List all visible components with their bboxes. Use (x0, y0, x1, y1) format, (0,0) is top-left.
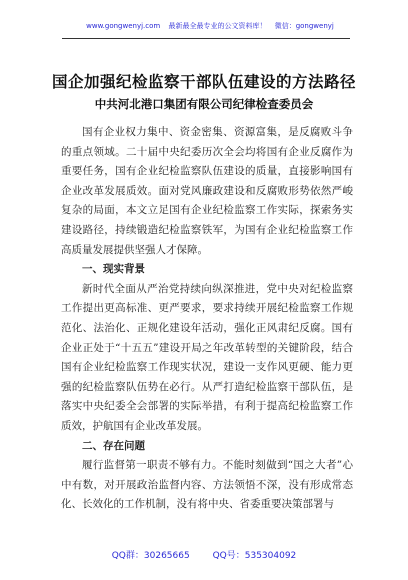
intro-paragraph: 国有企业权力集中、资金密集、资源富集，是反腐败斗争的重点领域。二十届中央纪委历次全会均将国有企业反腐作为重要任务，国有企业纪检监察队伍建设的质量，直接影响国有企业改革发展质效。面对党风廉政建设和反腐败形势依然严峻复杂的局面，本文立足国有企业纪检监察工作实际，探索务实建设路径，持续锻造纪检监察铁军，为国有企业纪检监察工作高质量发展提供坚强人才保障。 (61, 126, 353, 256)
site-header (60, 21, 360, 31)
problems-paragraph: 履行监督第一职责不够有力。不能时刻做到“国之大者”心中有数，对开展政治监督内容、方法领悟不深，没有形成常态化、长效化的工作机制，没有将中央、省委重要决策部署与 (61, 459, 353, 511)
header-divider (62, 38, 350, 39)
background-paragraph: 新时代全面从严治党持续向纵深推进，党中央对纪检监察工作提出更高标准、更严要求，要求持续开展纪检监察工作规范化、法治化、正规化建设年活动，强化正风肃纪反腐。国有企业正处于“十五五”建设开局之年改革转型的关键阶段，结合国有企业纪检监察工作现实状况，建设一支作风更硬、能力更强的纪检监察队伍势在必行。从严打造纪检监察干部队伍，是落实中央纪委全会部署的实际举措，有利于提高纪检监察工作质效，护航国有企业改革发展。 (61, 282, 353, 432)
section-heading-background: 一、现实背景 (82, 263, 145, 276)
site-slogan: 最新最全最专业的公文资料库！ (168, 22, 267, 30)
section-heading-problems: 二、存在问题 (82, 439, 145, 452)
document-title: 国企加强纪检监察干部队伍建设的方法路径 (51, 72, 356, 91)
document-body (61, 123, 353, 515)
qq-number: QQ号：535304092 (212, 551, 297, 561)
document-author: 中共河北港口集团有限公司纪律检查委员会 (94, 97, 314, 111)
wechat-id: 微信：gongwenyj (274, 22, 334, 30)
page-footer (0, 548, 408, 561)
qq-group: QQ群：30265665 (111, 551, 190, 561)
site-url-link[interactable]: www.gongwenyj.com (86, 22, 161, 30)
